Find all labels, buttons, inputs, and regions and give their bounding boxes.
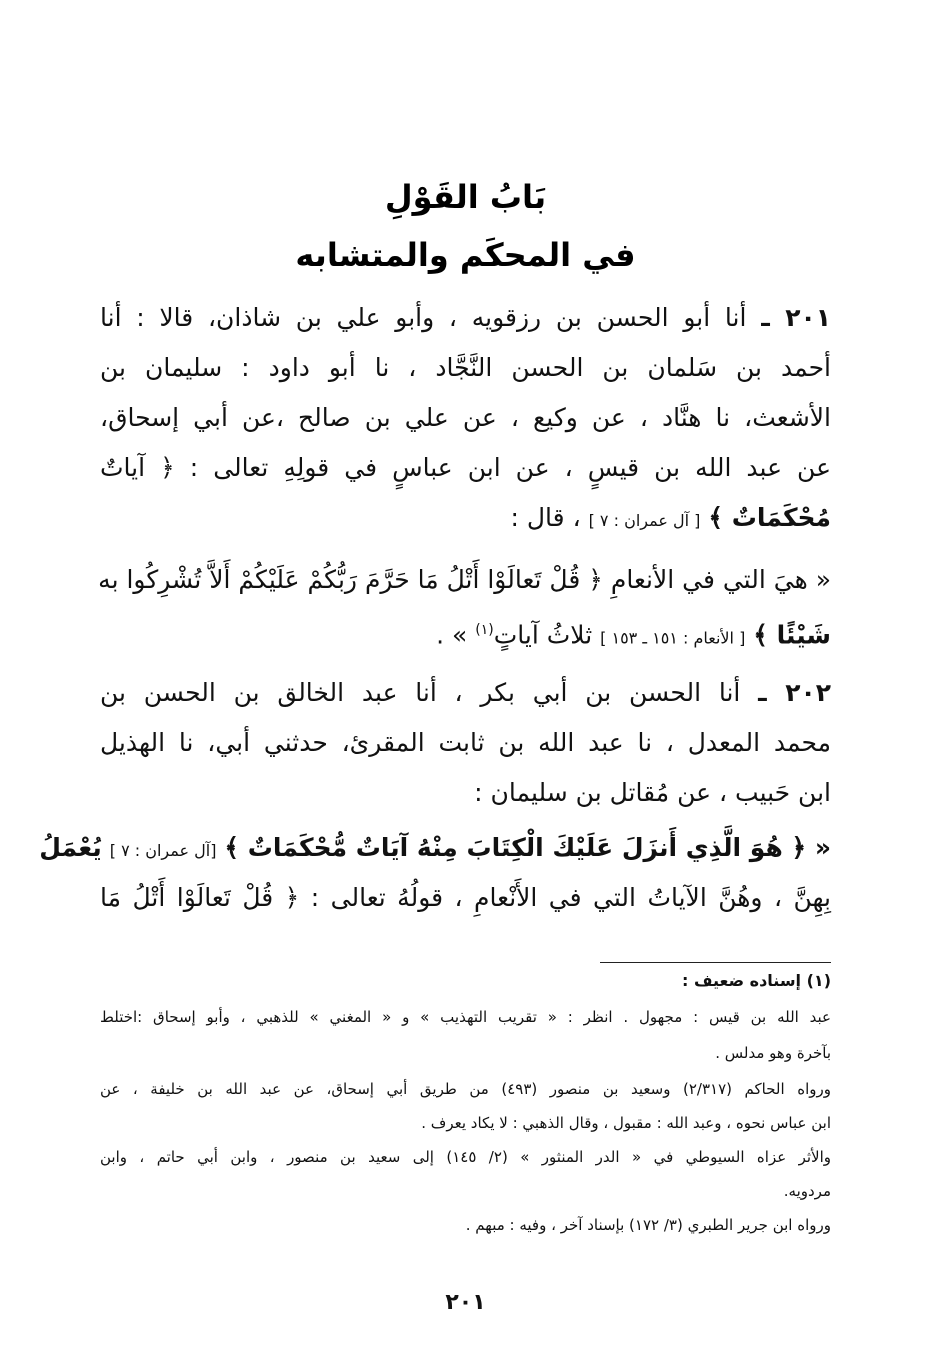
- paragraph-202-line-2: محمد المعدل ، نا عبد الله بن ثابت المقرئ، حدثني أبي، نا الهذيل: [100, 728, 831, 757]
- verse-reference: [ الأنعام : ١٥١ ـ ١٥٣ ]: [600, 628, 746, 648]
- quran-verse: مُحْكَمَاتٌ ﴾: [708, 503, 831, 532]
- paragraph-201-line-7: شَيْئًا ﴾ [ الأنعام : ١٥١ ـ ١٥٣ ] ثلاثُ آياتٍ$^{(١)}$ » .: [436, 620, 831, 650]
- footnote-line: مردويه.: [783, 1182, 831, 1200]
- quran-verse: شَيْئًا ﴾: [753, 620, 831, 650]
- paragraph-201-line-1: ٢٠١ ـ أنا أبو الحسن بن رزقويه ، وأبو علي بن شاذان، قالا : أنا: [100, 303, 832, 332]
- chapter-subtitle: في المحكَم والمتشابه: [295, 236, 636, 274]
- footnote-marker: (١): [475, 622, 494, 638]
- paragraph-202-line-4: « ﴿ هُوَ الَّذِي أَنزَلَ عَلَيْكَ الْكِتَابَ مِنْهُ آيَاتٌ مُّحْكَمَاتٌ ﴾ [آل عمران : ٧ ] يُعْمَلُ: [39, 833, 831, 862]
- chapter-title: بَابُ القَوْلِ: [384, 178, 547, 216]
- footnote-line: بآخرة وهو مدلس .: [715, 1044, 831, 1062]
- paragraph-201-line-5: مُحْكَمَاتٌ ﴾ [ آل عمران : ٧ ] ، قال :: [510, 503, 831, 532]
- footnote-line: ابن عباس نحوه ، وعبد الله : مقبول ، وقال الذهبي : لا يكاد يعرف .: [421, 1114, 831, 1132]
- verse-reference: [ آل عمران : ٧ ]: [588, 511, 701, 530]
- paragraph-201-line-2: أحمد بن سَلمان بن الحسن النَّجَّاد ، نا أبو داود : سليمان بن: [100, 353, 831, 382]
- footnote-line: عبد الله بن قيس : مجهول . انظر : « تقريب التهذيب » و « المغني » للذهبي ، وأبو إسحاق :اختلط: [100, 1008, 831, 1026]
- footnote-line: ورواه ابن جرير الطبري (٣/ ١٧٢) بإسناد آخر ، وفيه : مبهم .: [465, 1216, 831, 1234]
- paragraph-202-line-3: ابن حَبيب ، عن مُقاتل بن سليمان :: [474, 778, 831, 807]
- paragraph-202-line-5: بِهِنَّ ، وهُنَّ الآياتُ التي في الأَنْعامِ ، قولُهُ تعالى : ﴿ قُلْ تَعالَوْا أَتْلُ مَا: [100, 883, 831, 912]
- footnote-line: والأثر عزاه السيوطي في « الدر المنثور » (٢/ ١٤٥) إلى سعيد بن منصور ، وابن أبي حاتم ، وابن: [100, 1148, 832, 1166]
- paragraph-201-line-4: عن عبد الله بن قيسٍ ، عن ابن عباسٍ في قولِهِ تعالى : ﴿ آياتٌ: [100, 453, 831, 482]
- quran-verse: « ﴿ هُوَ الَّذِي أَنزَلَ عَلَيْكَ الْكِتَابَ مِنْهُ آيَاتٌ مُّحْكَمَاتٌ ﴾: [224, 833, 831, 862]
- footnote-line: ورواه الحاكم (٢/٣١٧) وسعيد بن منصور (٤٩٣) من طريق أبي إسحاق، عن عبد الله بن خليفة ، عن: [100, 1080, 831, 1098]
- footnote-heading: (١) إسناده ضعيف :: [682, 971, 831, 990]
- verse-reference: [آل عمران : ٧ ]: [109, 841, 217, 860]
- item-number-202: ٢٠٢ ـ: [758, 678, 831, 707]
- paragraph-201-line-6: « هيَ التي في الأنعامِ ﴿ قُلْ تَعالَوْا أَتْلُ مَا حَرَّمَ رَبُّكُمْ عَلَيْكُمْ أَلاَّ تُشْرِكُوا به: [98, 565, 831, 594]
- paragraph-201-line-3: الأشعث، نا هنَّاد ، عن وكيع ، عن علي بن صالح ،عن أبي إسحاق،: [100, 403, 831, 432]
- item-number-201: ٢٠١ ـ: [761, 303, 832, 332]
- footnote-divider: [600, 962, 831, 963]
- paragraph-202-line-1: ٢٠٢ ـ أنا الحسن بن أبي بكر ، أنا عبد الخالق بن الحسن بن: [100, 678, 831, 707]
- page-number: ٢٠١: [445, 1290, 486, 1315]
